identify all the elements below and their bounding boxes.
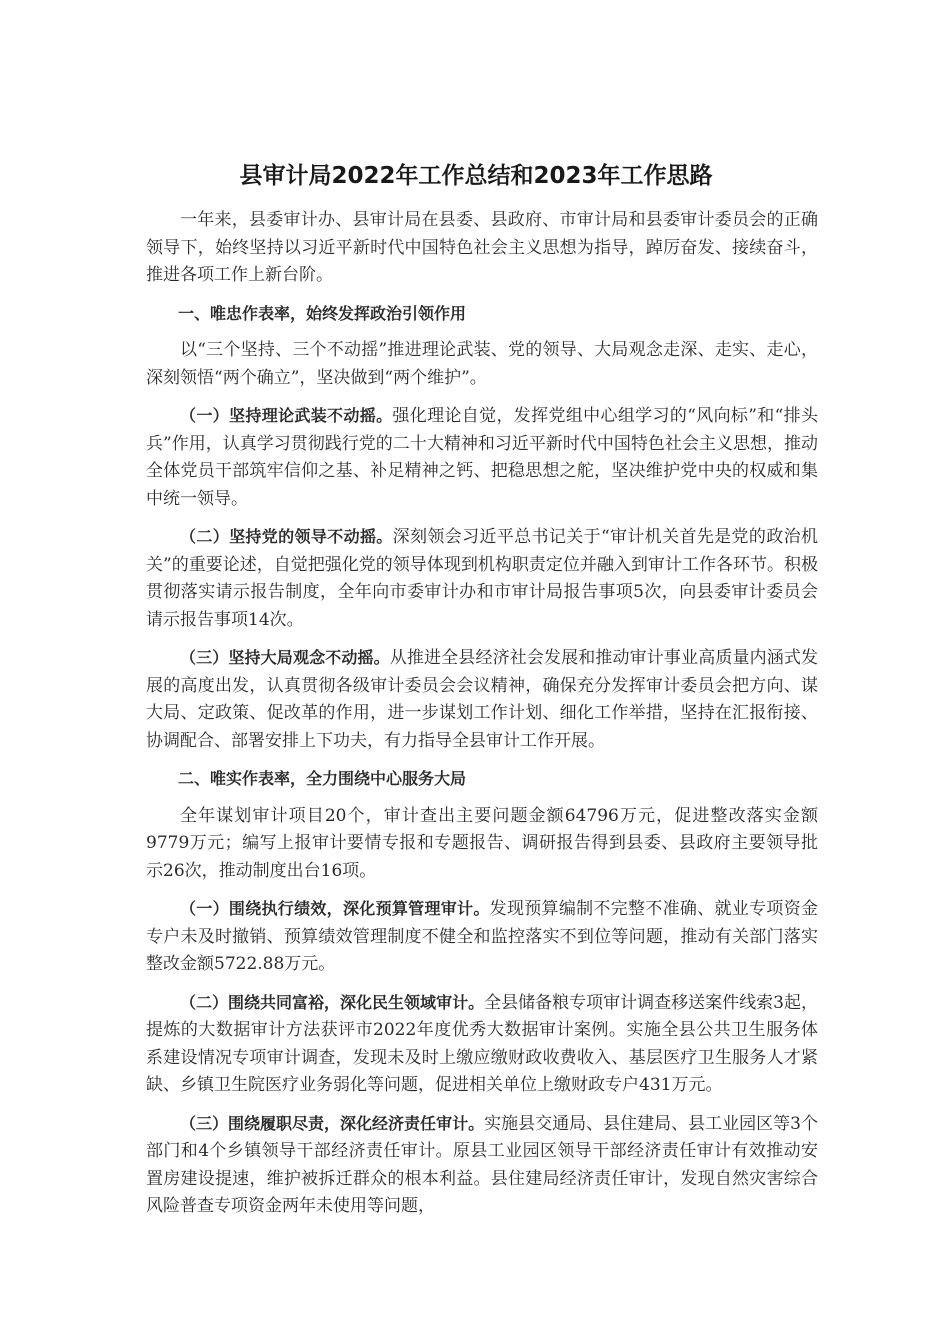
section-heading: 一、唯忠作表率，始终发挥政治引领作用 xyxy=(178,303,467,323)
item-lead: （三）坚持大局观念不动摇。 xyxy=(180,648,390,667)
item-lead: （二）围绕共同富裕，深化民生领域审计。 xyxy=(180,992,485,1012)
section-item xyxy=(146,523,818,634)
section-item xyxy=(146,989,818,1100)
item-lead: （一）坚持理论武装不动摇。 xyxy=(180,406,393,425)
section-item xyxy=(146,1110,818,1221)
section-item xyxy=(146,895,818,979)
item-text: 全县储备粮专项审计调查移送案件线索3起，提炼的大数据审计方法获评市2022年度优秀大数据审计案例。实施全县公共卫生服务体系建设情况专项审计调查，发现未及时上缴应缴财政收费收入、基层医疗卫生服务人才紧缺、乡镇卫生院医疗业务弱化等问题，促进相关单位上缴财政专户431万元。 xyxy=(146,992,818,1095)
document-title: 县审计局2022年工作总结和2023年工作思路 xyxy=(239,163,713,189)
item-lead: （二）坚持党的领导不动摇。 xyxy=(180,527,393,546)
section-summary: 以“三个坚持、三个不动摇”推进理论武装、党的领导、大局观念走深、走实、走心，深刻领悟“两个确立”，坚决做到“两个维护”。 xyxy=(146,340,818,388)
section-item xyxy=(146,644,818,755)
document-body xyxy=(146,207,818,1231)
item-text: 强化理论自觉，发挥党组中心组学习的“风向标”和“排头兵”作用，认真学习贯彻践行党的二十大精神和习近平新时代中国特色社会主义思想，推动全体党员干部筑牢信仰之基、补足精神之钙、把稳思想之舵，坚决维护党中央的权威和集中统一领导。 xyxy=(146,406,818,509)
item-lead: （三）围绕履职尽责，深化经济责任审计。 xyxy=(180,1113,485,1133)
item-text: 发现预算编制不完整不准确、就业专项资金专户未及时撤销、预算绩效管理制度不健全和监控落实不到位等问题，推动有关部门落实整改金额5722.88万元。 xyxy=(146,899,818,974)
item-text: 深刻领会习近平总书记关于“审计机关首先是党的政治机关”的重要论述，自觉把强化党的领导体现到机构职责定位并融入到审计工作各环节。积极贯彻落实请示报告制度，全年向市委审计办和市审计局报告事项5次，向县委审计委员会请示报告事项14次。 xyxy=(146,527,818,630)
section-heading: 二、唯实作表率，全力围绕中心服务大局 xyxy=(178,769,467,788)
intro-paragraph: 一年来，县委审计办、县审计局在县委、县政府、市审计局和县委审计委员会的正确领导下，始终坚持以习近平新时代中国特色社会主义思想为指导，踔厉奋发、接续奋斗，推进各项工作上新台阶。 xyxy=(146,210,818,285)
section-summary: 全年谋划审计项目20个，审计查出主要问题金额64796万元，促进整改落实金额9779万元；编写上报审计要情专报和专题报告、调研报告得到县委、县政府主要领导批示26次，推动制度出台16项。 xyxy=(146,805,818,881)
section-item xyxy=(146,402,818,513)
item-lead: （一）围绕执行绩效，深化预算管理审计。 xyxy=(180,899,490,918)
item-text: 实施县交通局、县住建局、县工业园区等3个部门和4个乡镇领导干部经济责任审计。原县工业园区领导干部经济责任审计有效推动安置房建设提速，维护被拆迁群众的根本利益。县住建局经济责任审计，发现自然灾害综合风险普查专项资金两年未使用等问题， xyxy=(146,1113,818,1216)
item-text: 从推进全县经济社会发展和推动审计事业高质量内涵式发展的高度出发，认真贯彻各级审计委员会会议精神，确保充分发挥审计委员会把方向、谋大局、定政策、促改革的作用，进一步谋划工作计划、细化工作举措，坚持在汇报衔接、协调配合、部署安排上下功夫，有力指导全县审计工作开展。 xyxy=(146,648,818,751)
